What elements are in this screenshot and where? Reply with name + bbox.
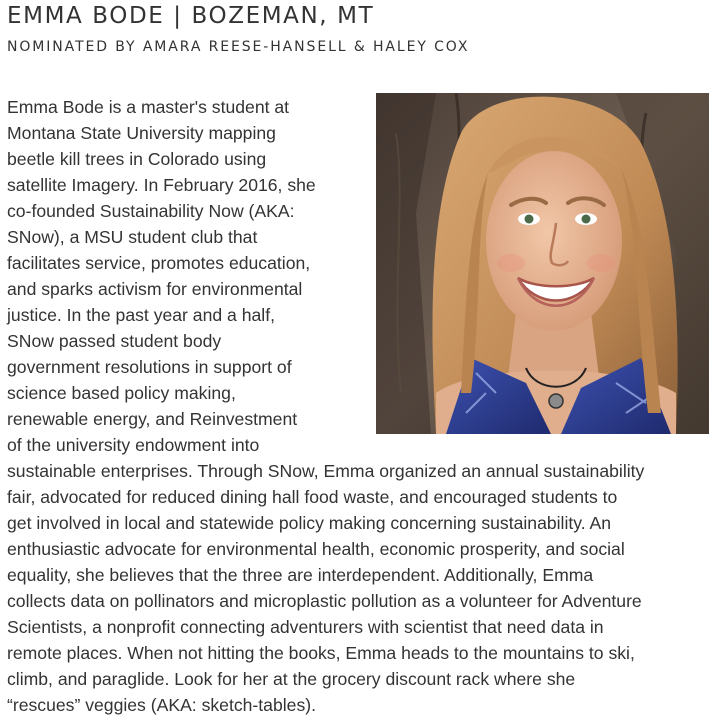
page-title: EMMA BODE | BOZEMAN, MT <box>7 3 375 29</box>
bio-line: government resolutions in support of <box>7 357 292 377</box>
bio-line: get involved in local and statewide policy making concerning sustainability. An <box>7 513 612 533</box>
bio-line: co-founded Sustainability Now (AKA: <box>7 201 295 221</box>
bio-line: and sparks activism for environmental <box>7 279 303 299</box>
bio-line: remote places. When not hitting the books, Emma heads to the mountains to ski, <box>7 643 635 663</box>
bio-line: SNow), a MSU student club that <box>7 227 258 247</box>
bio-line: Emma Bode is a master's student at <box>7 97 290 117</box>
bio-line: enthusiastic advocate for environmental health, economic prosperity, and social <box>7 539 625 559</box>
bio-line: fair, advocated for reduced dining hall food waste, and encouraged students to <box>7 487 618 507</box>
bio-line: “rescues” veggies (AKA: sketch-tables). <box>7 695 316 715</box>
nominated-by: NOMINATED BY AMARA REESE-HANSELL & HALEY COX <box>7 39 470 55</box>
bio-line: sustainable enterprises. Through SNow, Emma organized an annual sustainability <box>7 461 645 481</box>
bio-line: Scientists, a nonprofit connecting adventurers with scientist that need data in <box>7 617 604 637</box>
bio-line: justice. In the past year and a half, <box>7 305 275 325</box>
portrait-photo <box>376 93 709 434</box>
bio-line: equality, she believes that the three are interdependent. Additionally, Emma <box>7 565 594 585</box>
bio-line: beetle kill trees in Colorado using <box>7 149 267 169</box>
bio-line: collects data on pollinators and microplastic pollution as a volunteer for Adventure <box>7 591 642 611</box>
bio-line: satellite Imagery. In February 2016, she <box>7 175 316 195</box>
bio-line: of the university endowment into <box>7 435 260 455</box>
bio-line: science based policy making, <box>7 383 236 403</box>
bio-line: facilitates service, promotes education, <box>7 253 311 273</box>
bio-line: climb, and paraglide. Look for her at the grocery discount rack where she <box>7 669 576 689</box>
bio-line: renewable energy, and Reinvestment <box>7 409 298 429</box>
bio-line: Montana State University mapping <box>7 123 276 143</box>
bio-line: SNow passed student body <box>7 331 222 351</box>
